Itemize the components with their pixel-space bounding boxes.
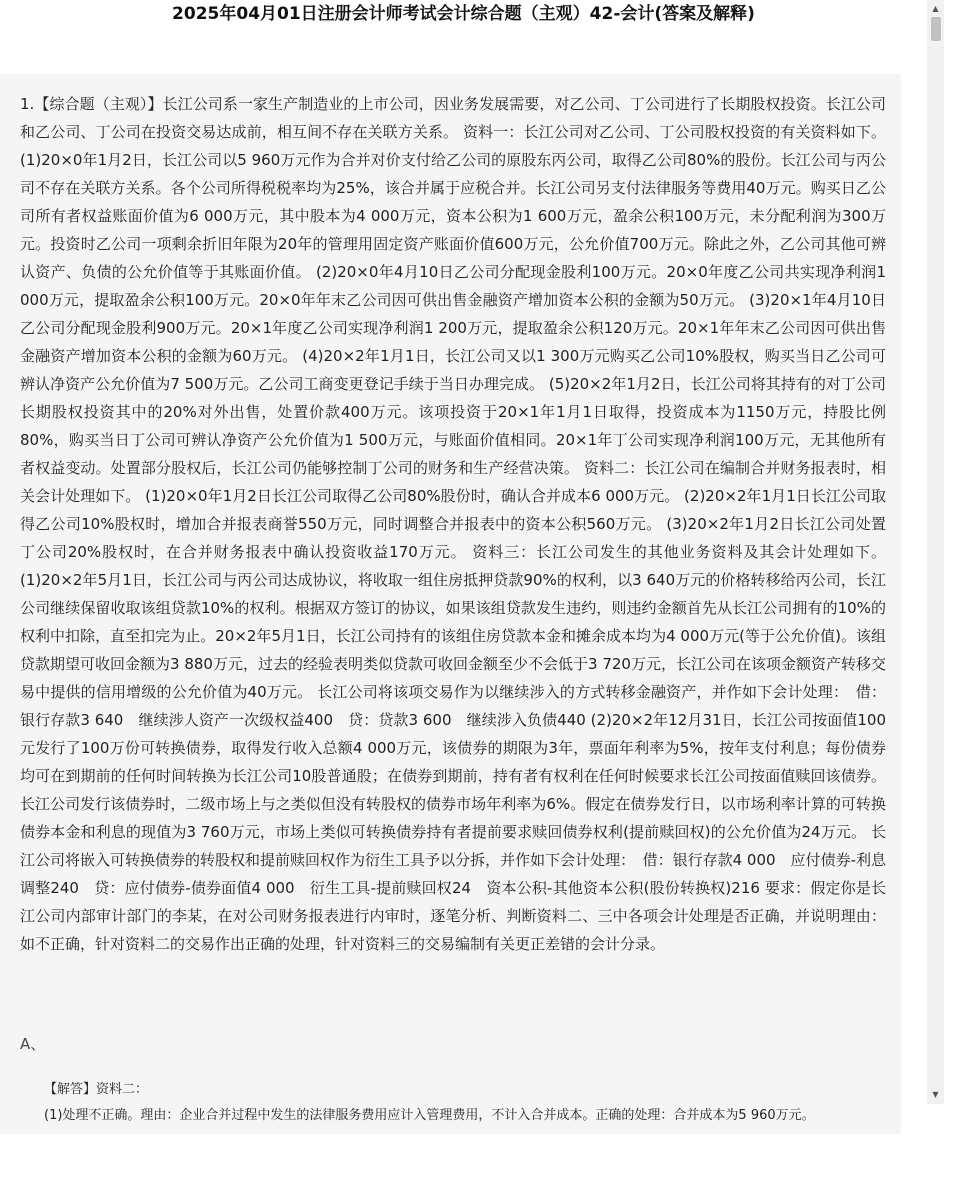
- vertical-scrollbar[interactable]: [927, 0, 944, 1104]
- answer-heading: 【解答】资料二：: [44, 1082, 149, 1097]
- page-title: 2025年04月01日注册会计师考试会计综合题（主观）42-会计(答案及解释): [172, 4, 755, 24]
- scroll-down-arrow-icon[interactable]: ▼: [932, 1090, 939, 1099]
- option-a-label: A、: [20, 1035, 46, 1053]
- question-panel: [0, 74, 901, 1134]
- scrollbar-thumb[interactable]: [931, 17, 941, 41]
- scroll-up-arrow-icon[interactable]: ▲: [932, 4, 939, 13]
- answer-first-line: (1)处理不正确。理由：企业合并过程中发生的法律服务费用应计入管理费用，不计入合并成本。正确的处理：合并成本为5 960万元。: [44, 1108, 815, 1123]
- question-text: 1.【综合题（主观）】长江公司系一家生产制造业的上市公司，因业务发展需要，对乙公司、丁公司进行了长期股权投资。长江公司和乙公司、丁公司在投资交易达成前，相互间不存在关联方关系。 资料一：长江公司对乙公司、丁公司股权投资的有关资料如下。 (1)20×0年1月2日，长江公司以5 960万元作为合并对价支付给乙公司的原股东丙公司，取得乙公司80%的股份。长江公司与丙公司不存在关联方关系。各个公司所得税税率均为25%，该合并属于应税合并。长江公司另支付法律服务等费用40万元。购买日乙公司所有者权益账面价值为6 000万元，其中股本为4 000万元，资本公积为1 600万元，盈余公积100万元，未分配利润为300万元。投资时乙公司一项剩余折旧年限为20年的管理用固定资产账面价值600万元，公允价值700万元。除此之外，乙公司其他可辨认资产、负债的公允价值等于其账面价值。 (2)20×0年4月10日乙公司分配现金股利100万元。20×0年度乙公司共实现净利润1 000万元，提取盈余公积100万元。20×0年年末乙公司因可供出售金融资产增加资本公积的金额为50万元。 (3)20×1年4月10日乙公司分配现金股利900万元。20×1年度乙公司实现净利润1 200万元，提取盈余公积120万元。20×1年年末乙公司因可供出售金融资产增加资本公积的金额为60万元。 (4)20×2年1月1日，长江公司又以1 300万元购买乙公司10%股权，购买当日乙公司可辨认净资产公允价值为7 500万元。乙公司工商变更登记手续于当日办理完成。 (5)20×2年1月2日，长江公司将其持有的对丁公司长期股权投资其中的20%对外出售，处置价款400万元。该项投资于20×1年1月1日取得，投资成本为1150万元，持股比例80%，购买当日丁公司可辨认净资产公允价值为1 500万元，与账面价值相同。20×1年丁公司实现净利润100万元，无其他所有者权益变动。处置部分股权后，长江公司仍能够控制丁公司的财务和生产经营决策。 资料二：长江公司在编制合并财务报表时，相关会计处理如下。 (1)20×0年1月2日长江公司取得乙公司80%股份时，确认合并成本6 000万元。 (2)20×2年1月1日长江公司取得乙公司10%股权时，增加合并报表商誉550万元，同时调整合并报表中的资本公积560万元。 (3)20×2年1月2日长江公司处置丁公司20%股权时，在合并财务报表中确认投资收益170万元。 资料三：长江公司发生的其他业务资料及其会计处理如下。 (1)20×2年5月1日，长江公司与丙公司达成协议，将收取一组住房抵押贷款90%的权利，以3 640万元的价格转移给丙公司，长江公司继续保留收取该组贷款10%的权利。根据双方签订的协议，如果该组贷款发生违约，则违约金额首先从长江公司拥有的10%的权利中扣除，直至扣完为止。20×2年5月1日，长江公司持有的该组住房贷款本金和摊余成本均为4 000万元(等于公允价值)。该组贷款期望可收回金额为3 880万元，过去的经验表明类似贷款可收回金额至少不会低于3 720万元，长江公司在该项金额资产转移交易中提供的信用增级的公允价值为40万元。 长江公司将该项交易作为以继续涉入的方式转移金融资产，并作如下会计处理： 借：银行存款3 640 继续涉人资产一次级权益400 贷：贷款3 600 继续涉入负债440 (2)20×2年12月31日，长江公司按面值100元发行了100万份可转换债券，取得发行收入总额4 000万元，该债券的期限为3年，票面年利率为5%，按年支付利息；每份债券均可在到期前的任何时间转换为长江公司10股普通股；在债券到期前，持有者有权利在任何时候要求长江公司按面值赎回该债券。长江公司发行该债券时，二级市场上与之类似但没有转股权的债券市场年利率为6%。假定在债券发行日，以市场利率计算的可转换债券本金和利息的现值为3 760万元，市场上类似可转换债券持有者提前要求赎回债券权利(提前赎回权)的公允价值为24万元。 长江公司将嵌入可转换债券的转股权和提前赎回权作为衍生工具予以分拆，并作如下会计处理： 借：银行存款4 000 应付债券-利息调整240 贷：应付债券-债券面值4 000 衍生工具-提前赎回权24 资本公积-其他资本公积(股份转换权)216 要求：假定你是长江公司内部审计部门的李某，在对公司财务报表进行内审时，逐笔分析、判断资料二、三中各项会计处理是否正确，并说明理由：如不正确，针对资料二的交易作出正确的处理，针对资料三的交易编制有关更正差错的会计分录。: [20, 95, 886, 953]
